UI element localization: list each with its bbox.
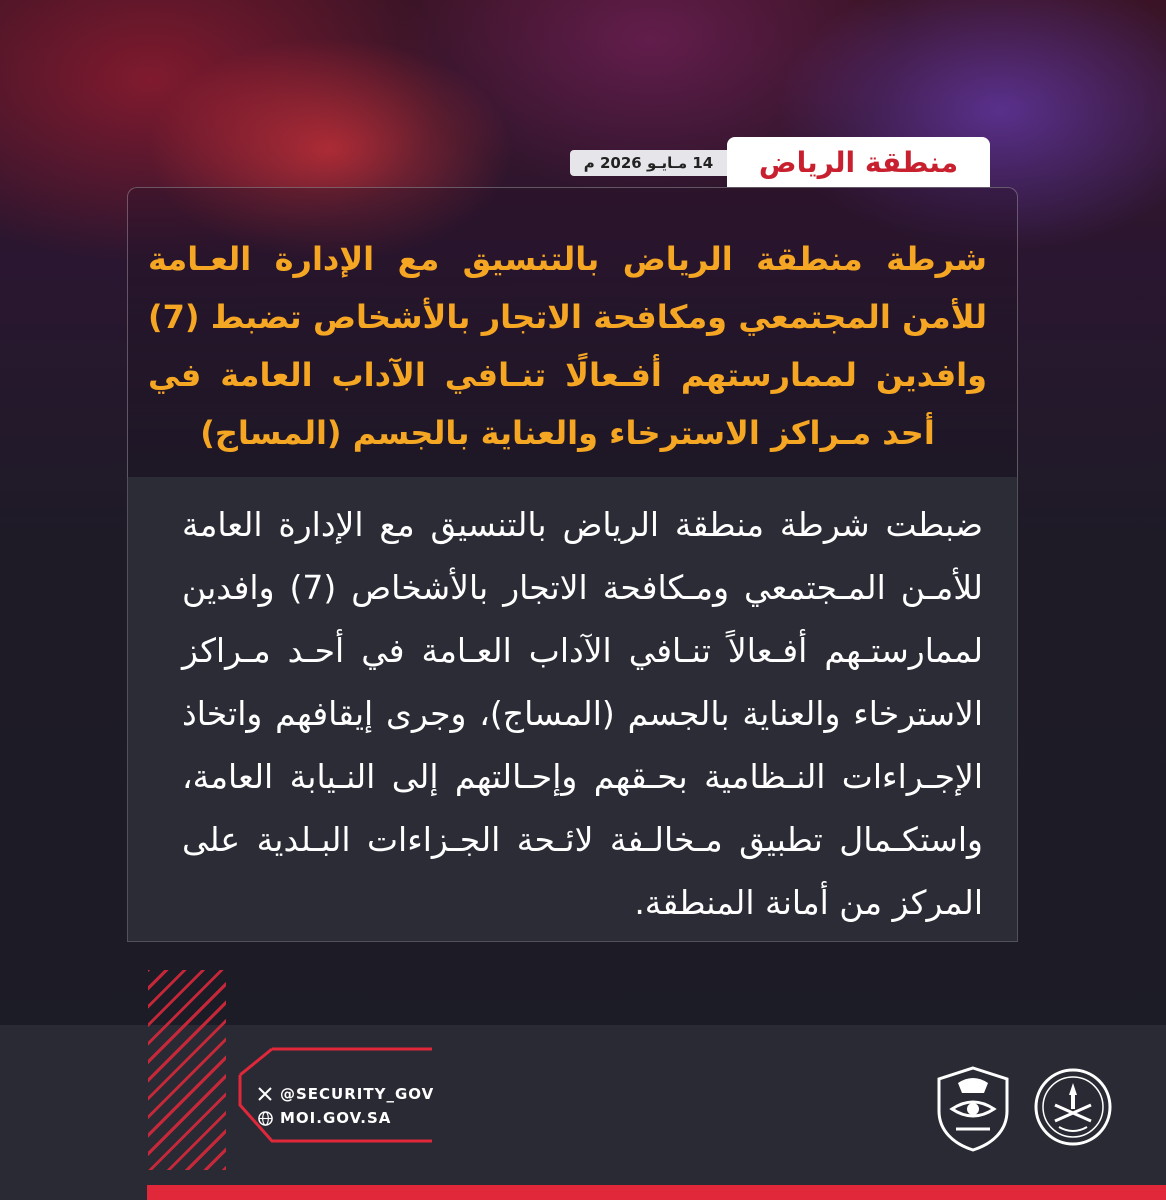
public-security-emblem	[934, 1065, 1012, 1153]
x-handle: @SECURITY_GOV	[280, 1085, 435, 1103]
social-x[interactable]	[257, 1085, 434, 1103]
globe-icon	[257, 1110, 273, 1126]
accent-bar	[147, 1185, 1166, 1200]
x-icon	[257, 1086, 273, 1102]
body-panel	[127, 477, 1018, 942]
headline: شرطة منطقة الرياض بالتنسيق مع الإدارة العـامة للأمن المجتمعي ومكافحة الاتجار بالأشخاص تضبط (7) وافدين لممارستهم أفـعالًا تنـافي الآداب العامة في أحد مـراكز الاسترخاء والعناية بالجسم (المساج)	[148, 240, 987, 452]
moi-emblem	[1033, 1065, 1111, 1153]
date-tag	[570, 150, 727, 176]
decorative-hatch	[148, 970, 226, 1170]
region-tab	[727, 137, 990, 187]
date-label: 14 مـايـو 2026 م	[583, 154, 714, 172]
headline-panel	[127, 187, 1018, 477]
social-web[interactable]	[257, 1109, 391, 1127]
social-links	[232, 1045, 442, 1145]
region-label: منطقة الرياض	[758, 145, 959, 179]
website-label: MOI.GOV.SA	[280, 1109, 392, 1127]
body-text: ضبطت شرطة منطقة الرياض بالتنسيق مع الإدارة العامة للأمـن المـجتمعي ومـكافحة الاتجار بالأشخاص (7) وافدين لممارستـهم أفـعالاً تنـافي الآداب العـامة في أحـد مـراكز الاسترخاء والعناية بالجسم (المساج)، وجرى إيقافهم واتخاذ الإجـراءات النـظامية بحـقهم وإحـالتهم إلى النـيابة العامة، واستكـمال تطبيق مـخالـفة لائـحة الجـزاءات البـلدية على المركز من أمانة المنطقة.	[182, 505, 983, 922]
